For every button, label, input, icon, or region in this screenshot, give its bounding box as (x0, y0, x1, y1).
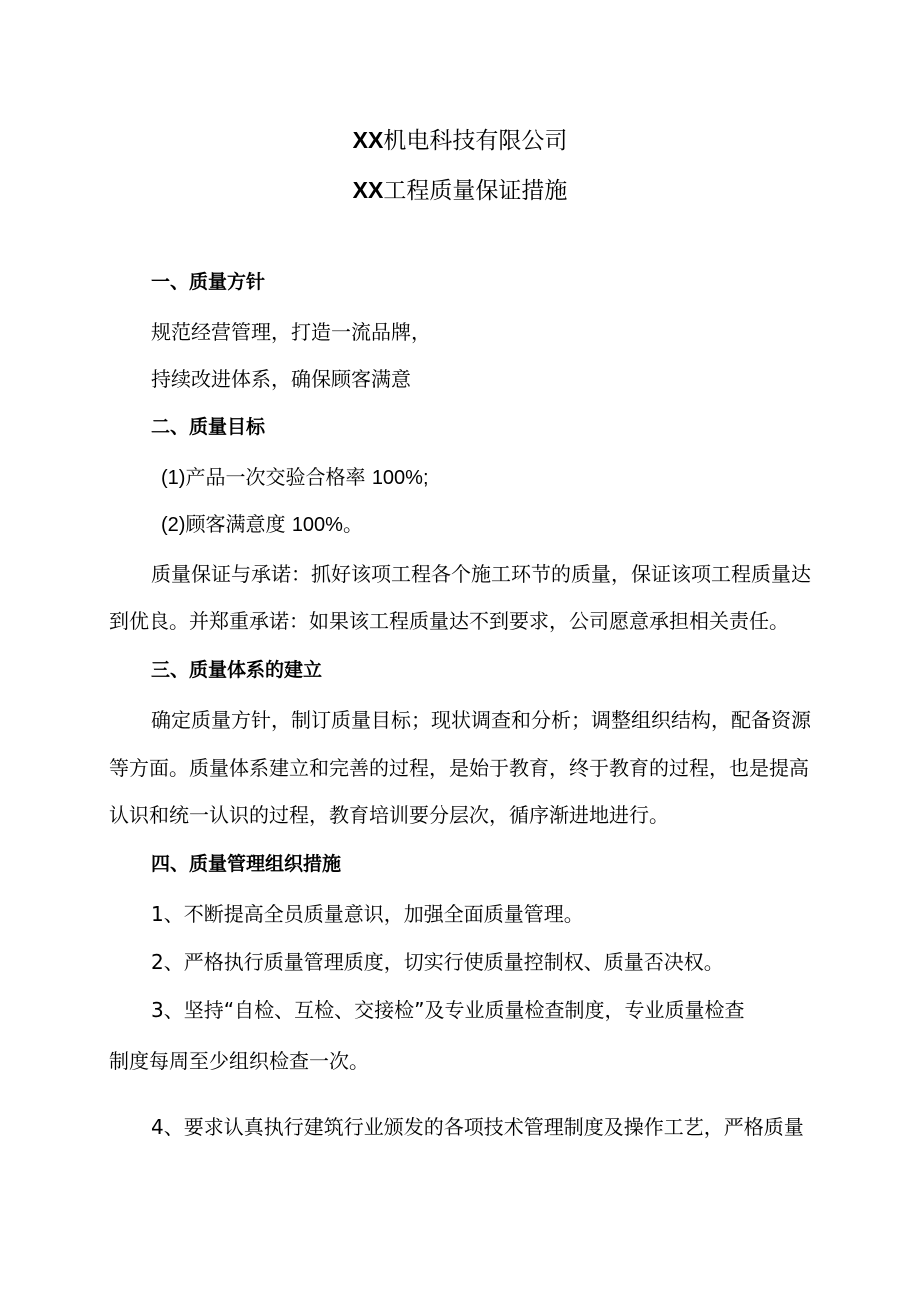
section-heading-quality-system: 三、质量体系的建立 (151, 659, 323, 681)
policy-line: 持续改进体系，确保顾客满意 (151, 367, 411, 391)
system-line: 确定质量方针，制订质量目标；现状调查和分析；调整组织结构，配备资源 (151, 708, 811, 732)
measure-item: 4、要求认真执行建筑行业颁发的各项技术管理制度及操作工艺，严格质量 (151, 1115, 804, 1139)
measure-item-continuation: 制度每周至少组织检查一次。 (109, 1049, 369, 1073)
goal-text: 顾客满意度 (185, 512, 286, 536)
promise-line: 到优良。并郑重承诺：如果该工程质量达不到要求，公司愿意承担相关责任。 (109, 609, 789, 633)
section-heading-quality-goals: 二、质量目标 (151, 416, 266, 438)
company-prefix: XX (352, 127, 384, 153)
section-heading-management-measures: 四、质量管理组织措施 (151, 853, 342, 875)
promise-line: 质量保证与承诺：抓好该项工程各个施工环节的质量，保证该项工程质量达 (151, 562, 811, 586)
company-name: 机电科技有限公司 (383, 128, 568, 154)
document-title (0, 175, 920, 206)
system-line: 认识和统一认识的过程，教育培训要分层次，循序渐进地进行。 (109, 803, 669, 827)
company-title (0, 125, 920, 156)
goal-text: 产品一次交验合格率 (185, 465, 366, 489)
measure-item: 1、不断提高全员质量意识，加强全面质量管理。 (151, 902, 584, 926)
policy-line: 规范经营管理，打造一流品牌， (151, 320, 431, 344)
goal-number: (1) (161, 467, 186, 489)
goal-number: (2) (161, 514, 186, 536)
goal-value: 100%。 (291, 514, 363, 536)
document-prefix: XX (352, 177, 384, 203)
measure-item: 2、严格执行质量管理质度，切实行使质量控制权、质量否决权。 (151, 950, 724, 974)
goal-item (161, 463, 429, 492)
goal-value: 100%; (371, 467, 429, 489)
section-heading-quality-policy: 一、质量方针 (151, 271, 266, 293)
goal-item (161, 510, 363, 539)
document-name: 工程质量保证措施 (383, 178, 568, 204)
system-line: 等方面。质量体系建立和完善的过程，是始于教育，终于教育的过程，也是提高 (109, 756, 809, 780)
measure-item: 3、坚持“自检、互检、交接检”及专业质量检查制度，专业质量检查 (151, 998, 745, 1022)
